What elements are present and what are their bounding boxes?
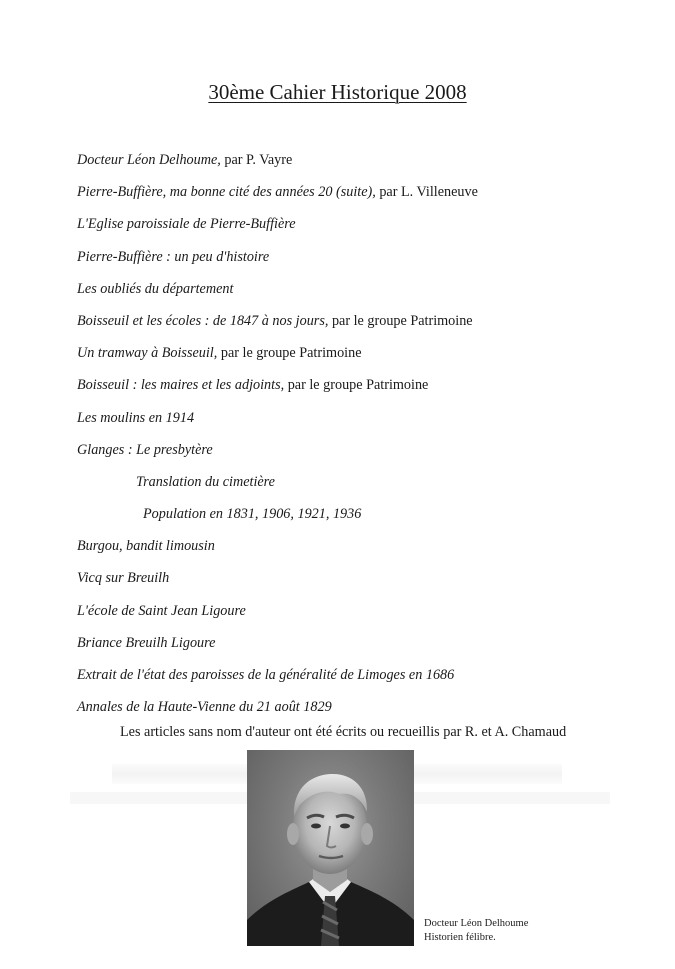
toc-entry	[77, 369, 657, 401]
entry-title: Les oubliés du département	[77, 280, 234, 297]
entry-title: Vicq sur Breuilh	[77, 570, 170, 587]
caption-name: Docteur Léon Delhoume	[424, 918, 529, 929]
entry-author: par le groupe Patrimoine	[217, 345, 362, 362]
authorship-note: Les articles sans nom d'auteur ont été écrits ou recueillis par R. et A. Chamaud	[120, 724, 567, 740]
toc-entry	[77, 562, 657, 594]
entry-author: par L. Villeneuve	[375, 184, 478, 201]
toc-entry	[77, 691, 657, 723]
entry-title: Burgou, bandit limousin	[77, 538, 215, 555]
entry-title: Translation du cimetière	[136, 473, 275, 490]
entry-title: Briance Breuilh Ligoure	[77, 634, 216, 651]
page-title: 30ème Cahier Historique 2008	[208, 80, 467, 104]
table-of-contents	[77, 144, 657, 723]
entry-title: L'Eglise paroissiale de Pierre-Buffière	[77, 216, 296, 233]
toc-entry	[77, 530, 657, 562]
entry-title: Pierre-Buffière, ma bonne cité des années 20 (suite),	[77, 184, 376, 201]
entry-title: Docteur Léon Delhoume,	[77, 152, 221, 168]
entry-author: par P. Vayre	[220, 152, 293, 168]
toc-entry	[77, 434, 657, 466]
entry-title: L'école de Saint Jean Ligoure	[77, 602, 246, 619]
toc-entry	[77, 208, 657, 240]
toc-entry	[77, 241, 657, 273]
entry-title: Les moulins en 1914	[77, 409, 195, 426]
toc-subentry	[77, 466, 657, 498]
caption-role: Historien félibre.	[424, 932, 496, 943]
entry-author: par le groupe Patrimoine	[284, 377, 429, 394]
toc-entry	[77, 305, 657, 337]
toc-entry	[77, 176, 657, 208]
portrait-illustration	[247, 750, 414, 946]
toc-entry	[77, 627, 657, 659]
entry-title: Population en 1831, 1906, 1921, 1936	[143, 506, 362, 523]
entry-title: Glanges : Le presbytère	[77, 441, 213, 458]
toc-entry	[77, 144, 657, 176]
entry-author: par le groupe Patrimoine	[328, 312, 473, 329]
entry-title: Extrait de l'état des paroisses de la généralité de Limoges en 1686	[77, 667, 455, 683]
toc-subentry	[77, 498, 657, 530]
toc-entry	[77, 273, 657, 305]
entry-title: Boisseuil et les écoles : de 1847 à nos jours,	[77, 312, 329, 329]
toc-entry	[77, 595, 657, 627]
entry-title: Pierre-Buffière : un peu d'histoire	[77, 248, 270, 265]
portrait-photo	[247, 750, 414, 946]
entry-title: Boisseuil : les maires et les adjoints,	[77, 377, 285, 394]
toc-entry	[77, 402, 657, 434]
entry-title: Un tramway à Boisseuil,	[77, 345, 218, 362]
entry-title: Annales de la Haute-Vienne du 21 août 1829	[77, 699, 332, 716]
toc-entry	[77, 337, 657, 369]
toc-entry	[77, 659, 657, 691]
photo-caption	[424, 917, 528, 945]
